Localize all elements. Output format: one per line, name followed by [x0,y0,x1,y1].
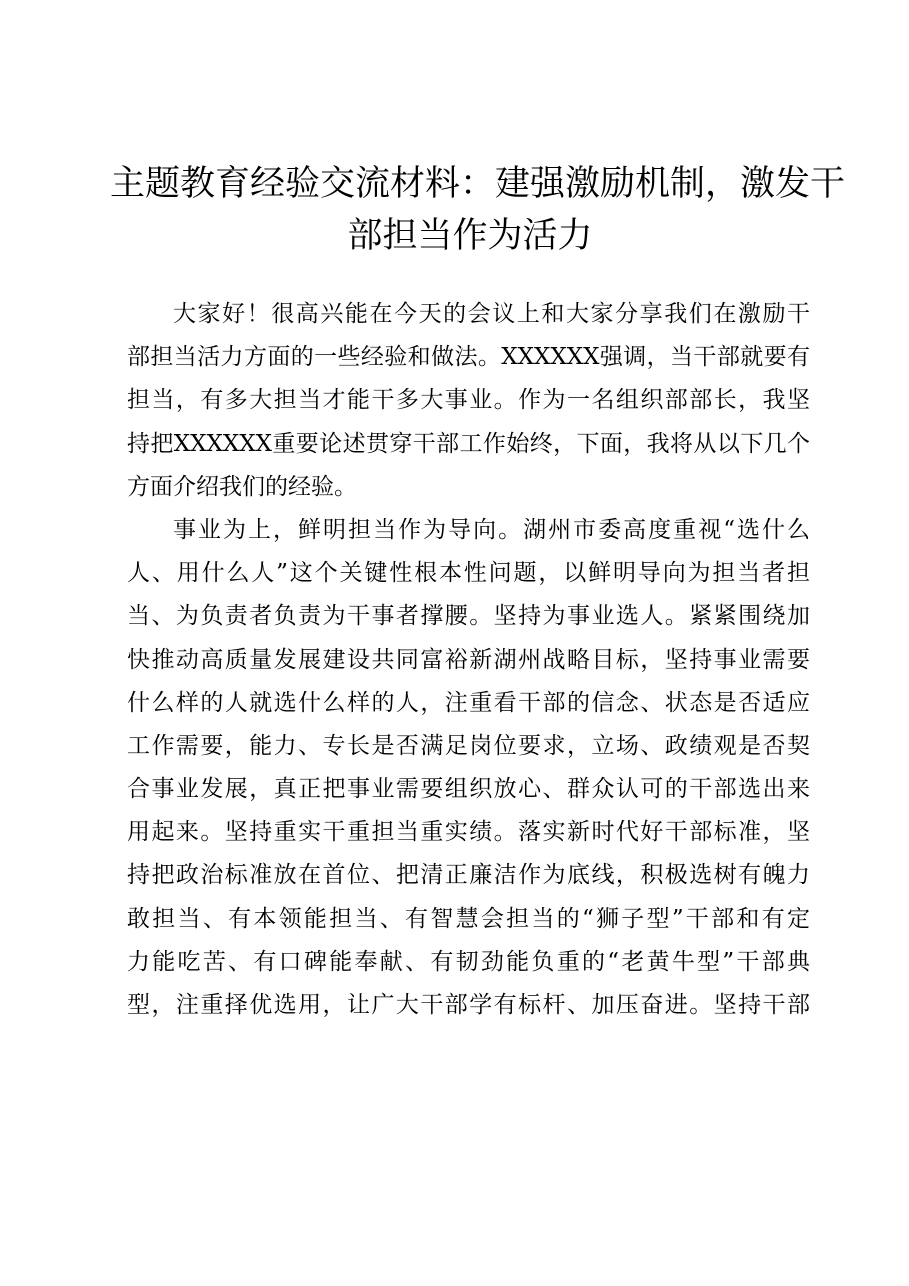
body-line: 用起来。坚持重实干重担当重实绩。落实新时代好干部标准，坚 [127,819,810,846]
document-title [110,158,846,262]
body-line: 部担当活力方面的一些经验和做法。XXXXXX强调，当干部就要有 [127,344,810,371]
body-line: 持把政治标准放在首位、把清正廉洁作为底线，积极选树有魄力 [127,862,810,889]
title-line: 部担当作为活力 [347,216,593,256]
body-line: 型，注重择优选用，让广大干部学有标杆、加压奋进。坚持干部 [127,992,810,1018]
document-body [127,293,810,1027]
body-line: 方面介绍我们的经验。 [127,473,357,500]
body-line: 持把XXXXXX重要论述贯穿干部工作始终，下面，我将从以下几个 [127,430,810,457]
body-line: 工作需要，能力、专长是否满足岗位要求，立场、政绩观是否契 [127,732,810,759]
body-line: 力能吃苦、有口碑能奉献、有韧劲能负重的“老黄牛型”干部典 [127,948,810,975]
body-line: 快推动高质量发展建设共同富裕新湖州战略目标，坚持事业需要 [127,646,810,673]
body-line: 什么样的人就选什么样的人，注重看干部的信念、状态是否适应 [127,689,810,716]
body-line: 事业为上，鲜明担当作为导向。湖州市委高度重视“选什么 [173,516,810,543]
title-line: 主题教育经验交流材料：建强激励机制，激发干 [110,164,846,204]
body-line: 大家好！很高兴能在今天的会议上和大家分享我们在激励干 [173,301,810,327]
body-line: 人、用什么人”这个关键性根本性问题，以鲜明导向为担当者担 [127,560,810,587]
body-line: 敢担当、有本领能担当、有智慧会担当的“狮子型”干部和有定 [127,905,810,932]
body-line: 担当，有多大担当才能干多大事业。作为一名组织部部长，我坚 [127,387,810,414]
paragraph-2 [127,509,810,1027]
paragraph-1 [127,293,810,509]
body-line: 当、为负责者负责为干事者撑腰。坚持为事业选人。紧紧围绕加 [127,603,810,630]
body-line: 合事业发展，真正把事业需要组织放心、群众认可的干部选出来 [127,776,810,803]
